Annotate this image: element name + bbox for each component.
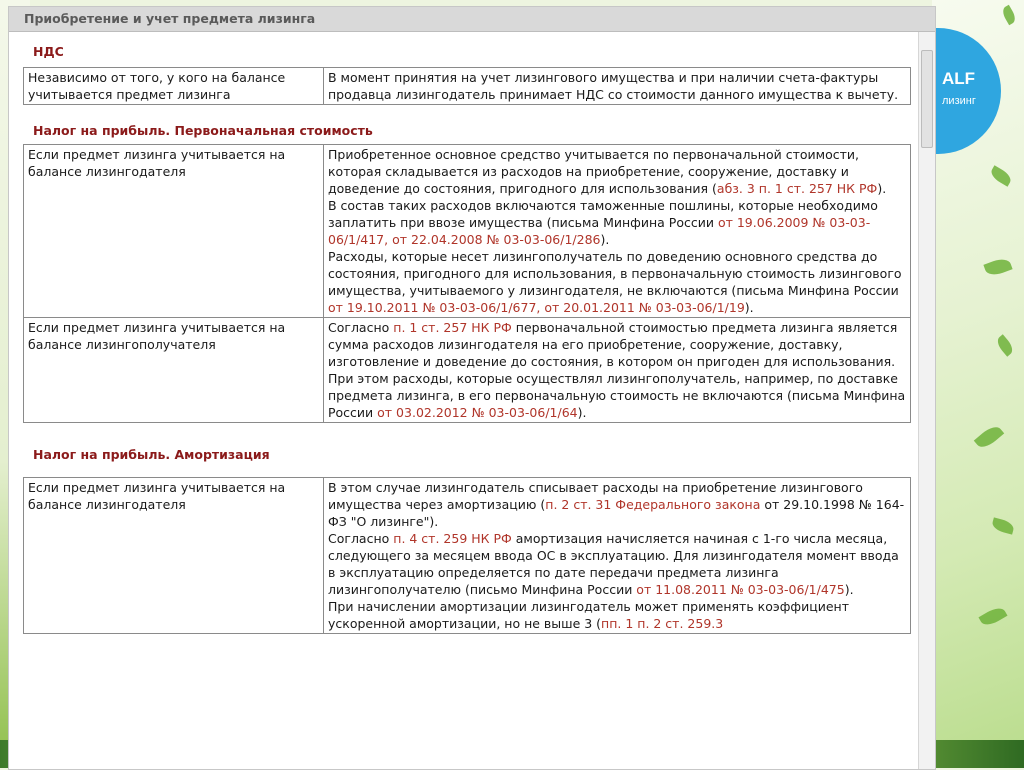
paragraph — [328, 598, 906, 632]
paragraph — [328, 370, 906, 421]
text: амортизация начисляется начиная с 1-го числа месяца, следующего за месяцем ввода ОС в эксплуатацию. Для лизингодателя момент ввода в эксплуатацию определяется по дате передачи предмета лизинга лизингополучателю (письмо Минфина России — [328, 531, 899, 597]
letter-reference-link[interactable]: от 03.02.2012 № 03-03-06/1/64 — [377, 405, 578, 420]
law-reference-link[interactable]: абз. 3 п. 1 ст. 257 НК РФ — [716, 181, 878, 196]
scrollbar-thumb[interactable] — [921, 50, 933, 148]
table-row — [24, 318, 911, 423]
paragraph — [328, 479, 906, 530]
table-nds — [23, 67, 911, 105]
brand-logo-subtext: лизинг — [942, 95, 976, 107]
letter-reference-link[interactable]: от 11.08.2011 № 03-03-06/1/475 — [636, 582, 845, 597]
description-cell — [324, 145, 911, 318]
table-amortization — [23, 477, 911, 634]
window-title: Приобретение и учет предмета лизинга — [9, 7, 935, 32]
paragraph — [328, 530, 906, 598]
text: от 29.10.1998 № 164-ФЗ "О лизинге"). — [328, 497, 905, 529]
text: ). — [877, 181, 887, 196]
text: Согласно — [328, 320, 394, 335]
brand-logo — [942, 70, 976, 110]
section-heading-nds: НДС — [33, 44, 64, 59]
text: первоначальной стоимостью предмета лизинга является сумма расходов лизингодателя на его приобретение, сооружение, доставку, изготовление и доведение до состояния, в котором он пригоден для использования. — [328, 320, 898, 369]
paragraph — [328, 319, 906, 370]
description-cell: В момент принятия на учет лизингового имущества и при наличии счета-фактуры продавца лизингодатель принимает НДС со стоимости данного имущества к вычету. — [324, 68, 911, 105]
letter-reference-link[interactable]: от 19.10.2011 № 03-03-06/1/677, от 20.01.2011 № 03-03-06/1/19 — [328, 300, 745, 315]
table-row — [24, 68, 911, 105]
description-cell — [324, 318, 911, 423]
description-cell — [324, 478, 911, 634]
table-row — [24, 478, 911, 634]
section-heading-initial-cost: Налог на прибыль. Первоначальная стоимость — [33, 123, 373, 138]
text: ). — [577, 405, 587, 420]
condition-cell: Если предмет лизинга учитывается на балансе лизингодателя — [24, 478, 324, 634]
condition-cell: Если предмет лизинга учитывается на балансе лизингополучателя — [24, 318, 324, 423]
law-reference-link[interactable]: п. 4 ст. 259 НК РФ — [393, 531, 512, 546]
text: Расходы, которые несет лизингополучатель по доведению основного средства до состояния, пригодного для использования, в первоначальную стоимость лизингового имущества, учитываемого у лизингодателя, не включаются (письма Минфина России — [328, 249, 902, 298]
paragraph — [328, 248, 906, 316]
table-initial-cost — [23, 144, 911, 423]
condition-cell: Независимо от того, у кого на балансе учитывается предмет лизинга — [24, 68, 324, 105]
law-reference-link[interactable]: п. 2 ст. 31 Федерального закона — [545, 497, 761, 512]
document-content — [23, 32, 911, 634]
text: ). — [844, 582, 854, 597]
brand-logo-text: ALF — [942, 69, 976, 88]
text: При этом расходы, которые осуществлял лизингополучатель, например, по доставке предмета лизинга, в его первоначальную стоимость не включаются (письма Минфина России — [328, 371, 906, 420]
text: При начислении амортизации лизингодатель может применять коэффициент ускоренной амортизации, но не выше 3 ( — [328, 599, 849, 631]
text: Приобретенное основное средство учитывается по первоначальной стоимости, которая складывается из расходов на приобретение, сооружение, доставку и доведение до состояния, пригодного для использования ( — [328, 147, 859, 196]
document-window — [8, 6, 936, 770]
text: В состав таких расходов включаются таможенные пошлины, которые необходимо заплатить при ввозе имущества (письма Минфина России — [328, 198, 878, 230]
text: Согласно — [328, 531, 394, 546]
table-row — [24, 145, 911, 318]
paragraph — [328, 146, 906, 197]
vertical-scrollbar[interactable] — [918, 32, 935, 769]
law-reference-link[interactable]: пп. 1 п. 2 ст. 259.3 — [601, 616, 724, 631]
letter-reference-link[interactable]: от 19.06.2009 № 03-03-06/1/417, от 22.04.2008 № 03-03-06/1/286 — [328, 215, 871, 247]
section-heading-amortization: Налог на прибыль. Амортизация — [33, 447, 270, 462]
condition-cell: Если предмет лизинга учитывается на балансе лизингодателя — [24, 145, 324, 318]
text: ). — [600, 232, 610, 247]
paragraph — [328, 197, 906, 248]
text: В этом случае лизингодатель списывает расходы на приобретение лизингового имущества через амортизацию ( — [328, 480, 863, 512]
text: ). — [744, 300, 754, 315]
law-reference-link[interactable]: п. 1 ст. 257 НК РФ — [393, 320, 512, 335]
